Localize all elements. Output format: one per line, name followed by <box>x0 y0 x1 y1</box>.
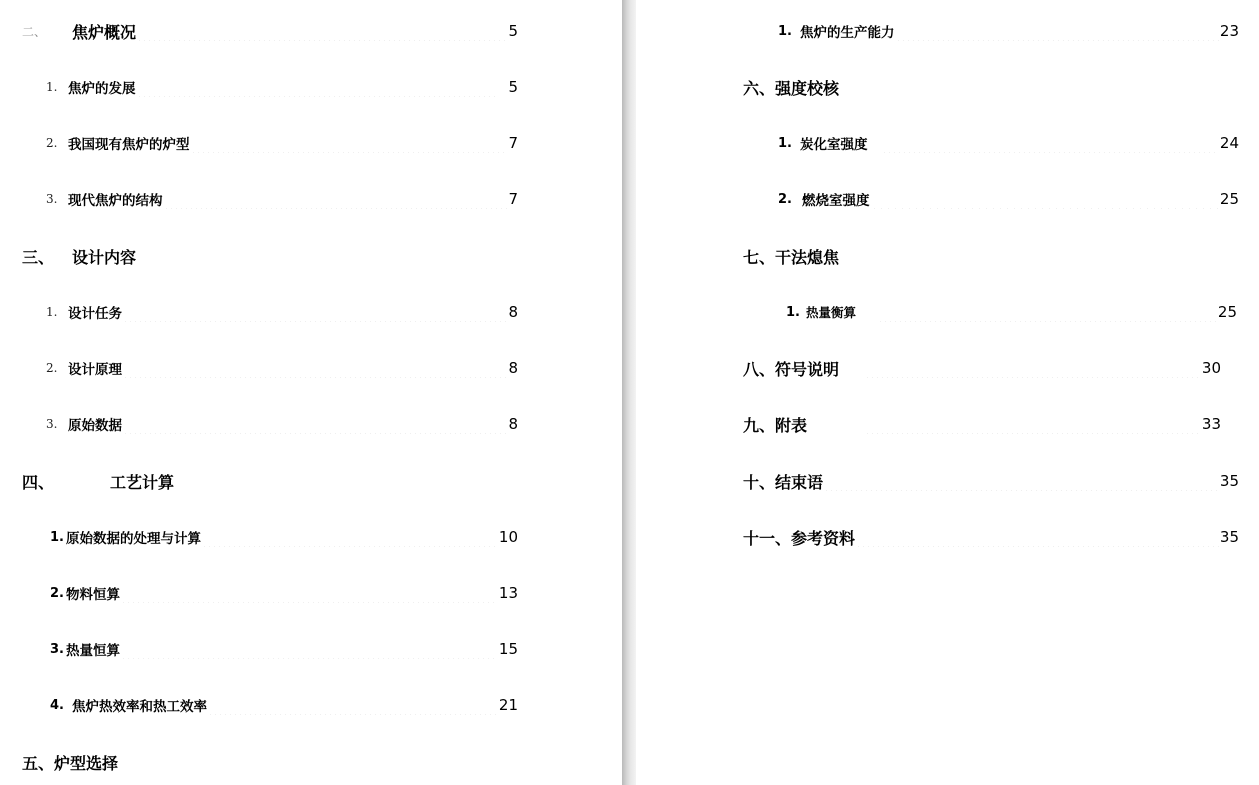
page-gap <box>622 0 636 785</box>
toc-entry-title: 原始数据的处理与计算 <box>66 531 201 547</box>
toc-entry-page: 10 <box>498 528 518 546</box>
toc-chapter[interactable] <box>22 246 518 266</box>
toc-entry-title: 焦炉热效率和热工效率 <box>72 699 207 715</box>
toc-entry-title: 设计内容 <box>72 247 137 267</box>
toc-entry-number: 1. <box>778 23 792 39</box>
toc-entry[interactable] <box>22 21 518 41</box>
leader-dots <box>123 302 507 322</box>
toc-entry-number: 3. <box>46 192 58 206</box>
toc-entry-title: 原始数据 <box>68 418 122 434</box>
toc-entry-page: 25 <box>1217 303 1237 321</box>
leader-dots <box>208 695 498 715</box>
toc-entry[interactable] <box>778 133 1239 153</box>
toc-entry[interactable] <box>46 77 518 97</box>
toc-entry[interactable] <box>46 189 518 209</box>
toc-entry-title: 现代焦炉的结构 <box>68 193 163 209</box>
leader-dots <box>202 527 498 547</box>
toc-entry-number: 4. <box>50 697 64 713</box>
toc-entry-title: 焦炉的生产能力 <box>800 25 895 41</box>
leader-dots <box>191 133 508 153</box>
toc-entry-page: 25 <box>1219 190 1239 208</box>
toc-page-left <box>0 0 622 785</box>
toc-entry[interactable] <box>50 527 518 547</box>
leader-dots <box>137 77 499 97</box>
toc-entry[interactable] <box>778 189 1239 209</box>
toc-chapter[interactable] <box>743 471 1239 491</box>
toc-entry-title: 设计原理 <box>68 362 122 378</box>
toc-entry-title: 九、附表 <box>743 415 808 435</box>
toc-entry[interactable] <box>50 695 518 715</box>
toc-entry-title: 设计任务 <box>68 306 122 322</box>
toc-entry-page: 30 <box>1201 359 1221 377</box>
toc-entry-number: 三、 <box>22 247 55 267</box>
toc-entry[interactable] <box>50 583 518 603</box>
toc-entry-number: 四、 <box>22 472 55 492</box>
toc-entry-page: 5 <box>508 22 518 40</box>
toc-entry-page: 23 <box>1219 22 1239 40</box>
leader-dots <box>123 358 507 378</box>
leader-dots <box>871 189 1219 209</box>
toc-entry-title: 炭化室强度 <box>800 137 868 153</box>
toc-chapter[interactable] <box>22 752 518 772</box>
leader-dots <box>865 358 1201 378</box>
toc-entry-title: 物料恒算 <box>66 587 120 603</box>
toc-entry-page: 13 <box>498 584 518 602</box>
leader-dots <box>121 639 498 659</box>
leader-dots <box>896 21 1219 41</box>
toc-entry-page: 8 <box>508 415 518 433</box>
leader-dots <box>164 189 508 209</box>
toc-entry-number: 1. <box>778 135 792 151</box>
toc-chapter[interactable] <box>743 358 1221 378</box>
toc-entry-number: 2. <box>46 136 58 150</box>
toc-entry[interactable] <box>46 358 518 378</box>
leader-dots <box>123 414 507 434</box>
toc-entry-title: 六、强度校核 <box>743 78 840 98</box>
toc-entry-page: 8 <box>508 359 518 377</box>
toc-entry-title: 燃烧室强度 <box>802 193 870 209</box>
toc-entry[interactable] <box>786 302 1237 322</box>
toc-entry-number: 3. <box>50 641 64 657</box>
leader-dots <box>865 414 1201 434</box>
leader-dots <box>856 527 1219 547</box>
toc-entry-title: 八、符号说明 <box>743 359 840 379</box>
toc-entry-title: 十一、参考资料 <box>743 528 856 548</box>
toc-entry-page: 35 <box>1219 528 1239 546</box>
toc-chapter[interactable] <box>743 77 1239 97</box>
toc-entry-title: 热量恒算 <box>66 643 120 659</box>
toc-entry[interactable] <box>46 302 518 322</box>
toc-entry[interactable] <box>46 133 518 153</box>
toc-entry-page: 35 <box>1219 472 1239 490</box>
toc-entry[interactable] <box>50 639 518 659</box>
toc-chapter[interactable] <box>743 414 1221 434</box>
toc-entry-page: 7 <box>508 190 518 208</box>
toc-entry-page: 8 <box>508 303 518 321</box>
toc-chapter[interactable] <box>22 471 518 491</box>
toc-entry-number: 1. <box>46 80 58 94</box>
toc-entry-page: 15 <box>498 640 518 658</box>
toc-entry[interactable] <box>46 414 518 434</box>
toc-entry-title: 七、干法熄焦 <box>743 247 840 267</box>
toc-entry-number: 1. <box>50 529 64 545</box>
toc-entry-title: 热量衡算 <box>806 305 857 320</box>
toc-entry-page: 5 <box>508 78 518 96</box>
toc-entry-title: 五、炉型选择 <box>22 753 119 773</box>
toc-entry-page: 7 <box>508 134 518 152</box>
toc-entry-title: 工艺计算 <box>110 472 175 492</box>
toc-entry-title: 焦炉的发展 <box>68 81 136 97</box>
toc-chapter[interactable] <box>743 527 1239 547</box>
toc-entry-number: 2. <box>778 191 792 207</box>
toc-entry-title: 焦炉概况 <box>72 22 137 42</box>
toc-entry-page: 21 <box>498 696 518 714</box>
toc-entry-number: 二、 <box>22 24 47 39</box>
leader-dots <box>121 583 498 603</box>
toc-entry[interactable] <box>778 21 1239 41</box>
toc-entry-title: 我国现有焦炉的炉型 <box>68 137 190 153</box>
toc-entry-title: 十、结束语 <box>743 472 824 492</box>
leader-dots <box>878 302 1217 322</box>
toc-entry-number: 2. <box>50 585 64 601</box>
toc-chapter[interactable] <box>743 246 1239 266</box>
toc-entry-number: 3. <box>46 417 58 431</box>
toc-entry-number: 1. <box>46 305 58 319</box>
toc-entry-number: 1. <box>786 304 800 320</box>
leader-dots <box>882 133 1219 153</box>
leader-dots <box>137 21 507 41</box>
toc-entry-page: 33 <box>1201 415 1221 433</box>
toc-entry-number: 2. <box>46 361 58 375</box>
toc-page-right <box>636 0 1259 785</box>
leader-dots <box>824 471 1219 491</box>
toc-entry-page: 24 <box>1219 134 1239 152</box>
